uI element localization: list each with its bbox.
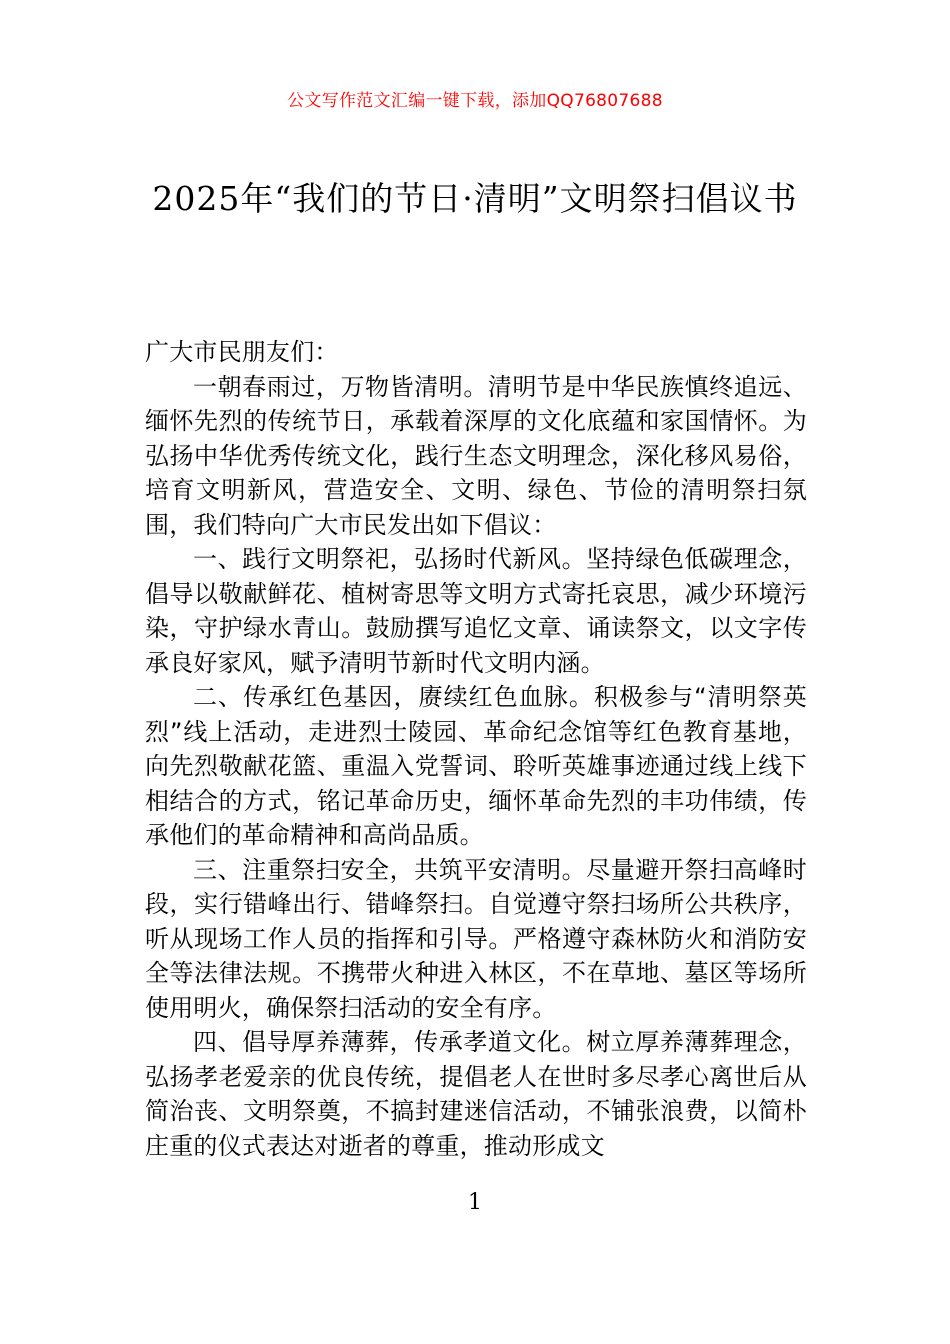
proposal-1-paragraph: 一、践行文明祭祀，弘扬时代新风。坚持绿色低碳理念，倡导以敬献鲜花、植树寄思等文明方式寄托哀思，减少环境污染，守护绿水青山。鼓励撰写追忆文章、诵读祭文，以文字传承良好家风，赋予清明节新时代文明内涵。 — [145, 545, 807, 677]
document-body — [145, 335, 807, 1163]
page-number: 1 — [468, 1190, 482, 1215]
document-title: 2025年“我们的节日·清明”文明祭扫倡议书 — [152, 179, 798, 218]
proposal-2-paragraph: 二、传承红色基因，赓续红色血脉。积极参与“清明祭英烈”线上活动，走进烈士陵园、革命纪念馆等红色教育基地，向先烈敬献花篮、重温入党誓词、聆听英雄事迹通过线上线下相结合的方式，铭记革命历史，缅怀革命先烈的丰功伟绩，传承他们的革命精神和高尚品质。 — [145, 683, 807, 849]
intro-paragraph: 一朝春雨过，万物皆清明。清明节是中华民族慎终追远、缅怀先烈的传统节日，承载着深厚的文化底蕴和家国情怀。为弘扬中华优秀传统文化，践行生态文明理念，深化移风易俗，培育文明新风，营造安全、文明、绿色、节俭的清明祭扫氛围，我们特向广大市民发出如下倡议： — [145, 372, 807, 539]
salutation: 广大市民朋友们： — [145, 338, 339, 366]
download-notice: 公文写作范文汇编一键下载，添加QQ76807688 — [287, 91, 663, 111]
proposal-3-paragraph: 三、注重祭扫安全，共筑平安清明。尽量避开祭扫高峰时段，实行错峰出行、错峰祭扫。自觉遵守祭扫场所公共秩序，听从现场工作人员的指挥和引导。严格遵守森林防火和消防安全等法律法规。不携带火种进入林区，不在草地、墓区等场所使用明火，确保祭扫活动的安全有序。 — [145, 855, 807, 1022]
proposal-4-paragraph: 四、倡导厚养薄葬，传承孝道文化。树立厚养薄葬理念，弘扬孝老爱亲的优良传统，提倡老人在世时多尽孝心离世后从简治丧、文明祭奠，不搞封建迷信活动，不铺张浪费，以简朴庄重的仪式表达对逝者的尊重，推动形成文 — [145, 1028, 807, 1160]
